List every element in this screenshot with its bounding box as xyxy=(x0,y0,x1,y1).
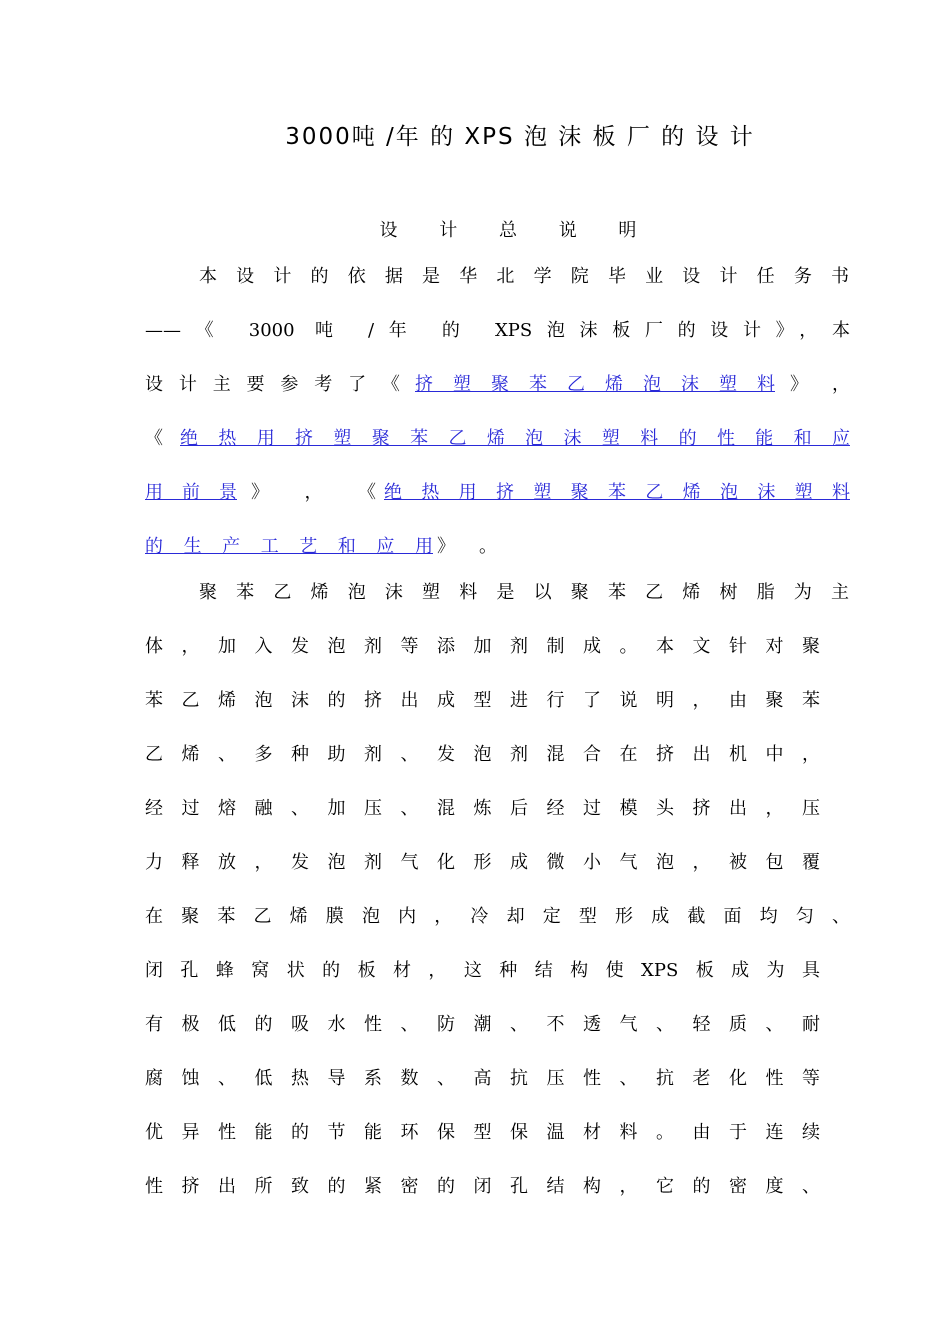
text-run: 聚苯乙烯泡沫塑料是以聚苯乙烯树脂为主 xyxy=(199,582,849,603)
text-run: 苯乙烯泡沫的挤出成型进行了说明，由聚苯 xyxy=(145,690,820,711)
text-run: 体，加入发泡剂等添加剂制成。本文针对聚 xyxy=(145,636,820,657)
paragraph-1-line-1 xyxy=(199,262,849,292)
paragraph-2-line-8 xyxy=(145,956,850,986)
reference-link-3-cont[interactable]: 的生产工艺和应用 xyxy=(145,536,433,557)
paragraph-2-line-10 xyxy=(145,1064,850,1094)
text-run: 腐蚀、低热导系数、高抗压性、抗老化性等 xyxy=(145,1068,820,1089)
paragraph-1-line-6 xyxy=(145,532,850,562)
text-run: 》， xyxy=(790,374,850,395)
paragraph-2-line-6 xyxy=(145,848,850,878)
paragraph-2-line-7 xyxy=(145,902,850,932)
text-run: 》。 xyxy=(437,536,497,557)
paragraph-2-line-2 xyxy=(145,632,850,662)
paragraph-1-line-5 xyxy=(145,478,850,508)
line-runs xyxy=(145,532,850,558)
text-run: 乙烯、多种助剂、发泡剂混合在挤出机中， xyxy=(145,744,820,765)
text-run: ——《 3000 吨 /年 的 XPS泡沫板厂的设计》，本 xyxy=(145,320,850,341)
text-run: 闭孔蜂窝状的板材，这种结构使XPS板成为具 xyxy=(145,960,820,981)
text-run: 《 xyxy=(145,428,163,449)
text-run: 力释放，发泡剂气化形成微小气泡，被包覆 xyxy=(145,852,820,873)
section-heading: 设 计 总 说 明 xyxy=(379,220,655,241)
paragraph-1-line-2 xyxy=(145,316,850,346)
line-runs xyxy=(145,370,850,396)
reference-link-1[interactable]: 挤塑聚苯乙烯泡沫塑料 xyxy=(415,374,775,395)
paragraph-2-line-11 xyxy=(145,1118,850,1148)
text-run: 有极低的吸水性、防潮、不透气、轻质、耐 xyxy=(145,1014,820,1035)
text-run: 经过熔融、加压、混炼后经过模头挤出，压 xyxy=(145,798,820,819)
text-run: 设 计 主 要 参 考 了 《 xyxy=(145,374,400,395)
text-run: 性挤出所致的紧密的闭孔结构，它的密度、 xyxy=(145,1176,820,1197)
text-run: 优异性能的节能环保型保温材料。由于连续 xyxy=(145,1122,820,1143)
paragraph-2-line-4 xyxy=(145,740,850,770)
text-run: 》，《 xyxy=(251,482,376,503)
paragraph-2-line-9 xyxy=(145,1010,850,1040)
paragraph-2-line-3 xyxy=(145,686,850,716)
reference-link-2-cont[interactable]: 用前景 xyxy=(145,482,237,503)
line-runs xyxy=(145,424,850,450)
paragraph-2-line-5 xyxy=(145,794,850,824)
text-run: 在聚苯乙烯膜泡内，冷却定型形成截面均匀、 xyxy=(145,906,850,927)
paragraph-1-line-3 xyxy=(145,370,850,400)
document-title: 3000吨 /年 的 XPS 泡 沫 板 厂 的 设 计 xyxy=(285,124,755,150)
text-run: 本设计的依据是华北学院毕业设计任务书 xyxy=(199,266,849,287)
line-runs xyxy=(145,478,850,504)
reference-link-2[interactable]: 绝热用挤塑聚苯乙烯泡沫塑料的性能和应 xyxy=(180,428,850,449)
paragraph-2-line-12 xyxy=(145,1172,850,1202)
paragraph-2-line-1 xyxy=(199,578,849,608)
reference-link-3[interactable]: 绝热用挤塑聚苯乙烯泡沫塑料 xyxy=(384,482,850,503)
paragraph-1-line-4 xyxy=(145,424,850,454)
